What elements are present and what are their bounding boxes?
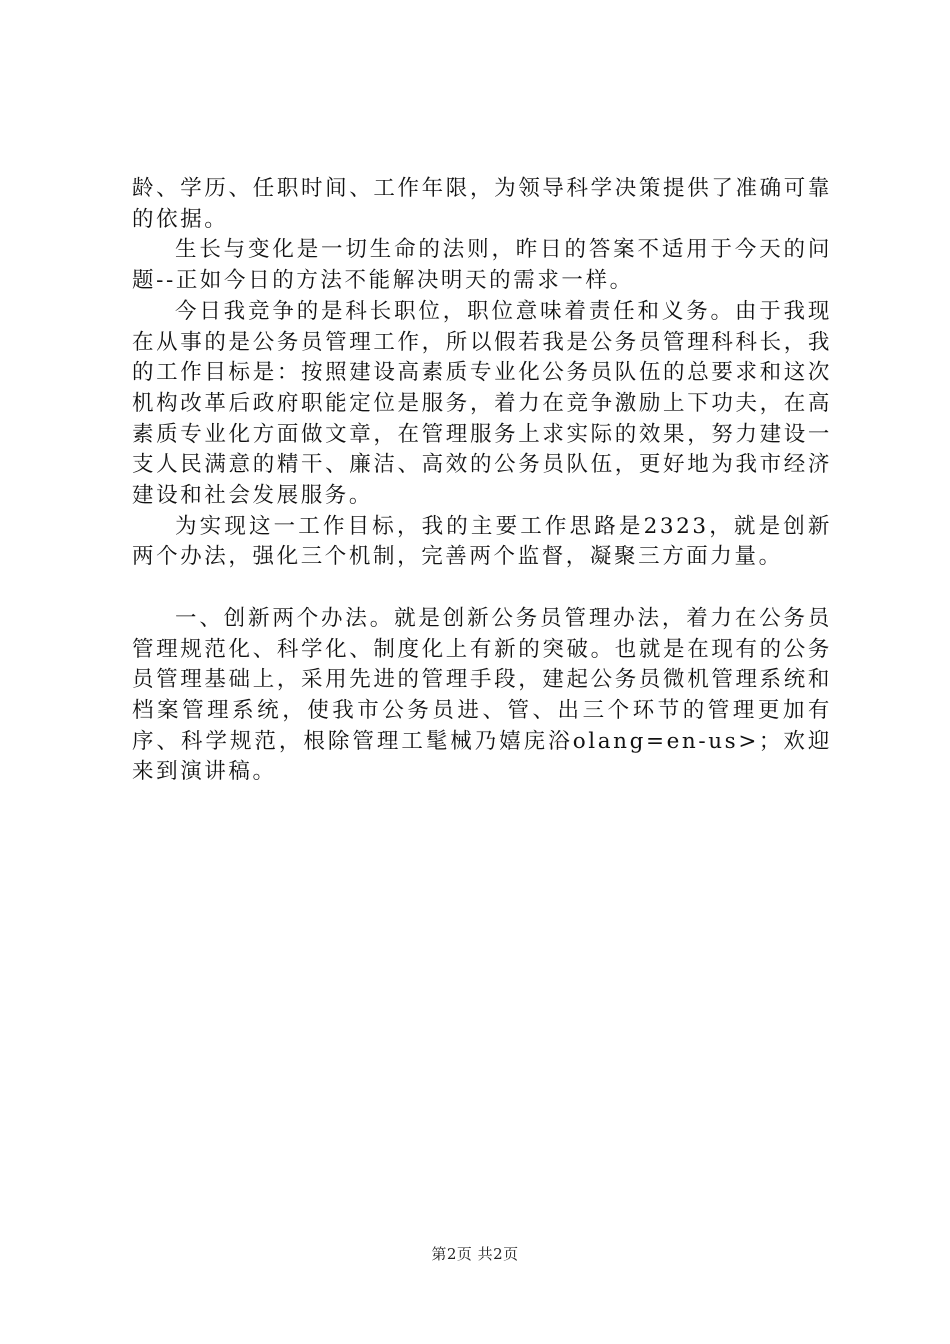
document-body [132,174,832,788]
paragraph-2: 生长与变化是一切生命的法则，昨日的答案不适用于今天的问题--正如今日的方法不能解决明天的需求一样。 [132,237,832,294]
page-number-footer: 第2页 共2页 [431,1245,519,1263]
paragraph-1: 龄、学历、任职时间、工作年限，为领导科学决策提供了准确可靠的依据。 [132,176,832,232]
paragraph-4: 为实现这一工作目标，我的主要工作思路是2323，就是创新两个办法，强化三个机制，完善两个监督，凝聚三方面力量。 [132,513,832,570]
paragraph-3: 今日我竞争的是科长职位，职位意味着责任和义务。由于我现在从事的是公务员管理工作，所以假若我是公务员管理科科长，我的工作目标是：按照建设高素质专业化公务员队伍的总要求和这次机构改革后政府职能定位是服务，着力在竞争激励上下功夫，在高素质专业化方面做文章，在管理服务上求实际的效果，努力建设一支人民满意的精干、廉洁、高效的公务员队伍，更好地为我市经济建设和社会发展服务。 [132,298,832,509]
paragraph-5: 一、创新两个办法。就是创新公务员管理办法，着力在公务员管理规范化、科学化、制度化上有新的突破。也就是在现有的公务员管理基础上，采用先进的管理手段，建起公务员微机管理系统和档案管理系统，使我市公务员进、管、出三个环节的管理更加有序、科学规范，根除管理工髦械乃嬉庑浴olang=en-us>；欢迎来到演讲稿。 [132,605,832,785]
